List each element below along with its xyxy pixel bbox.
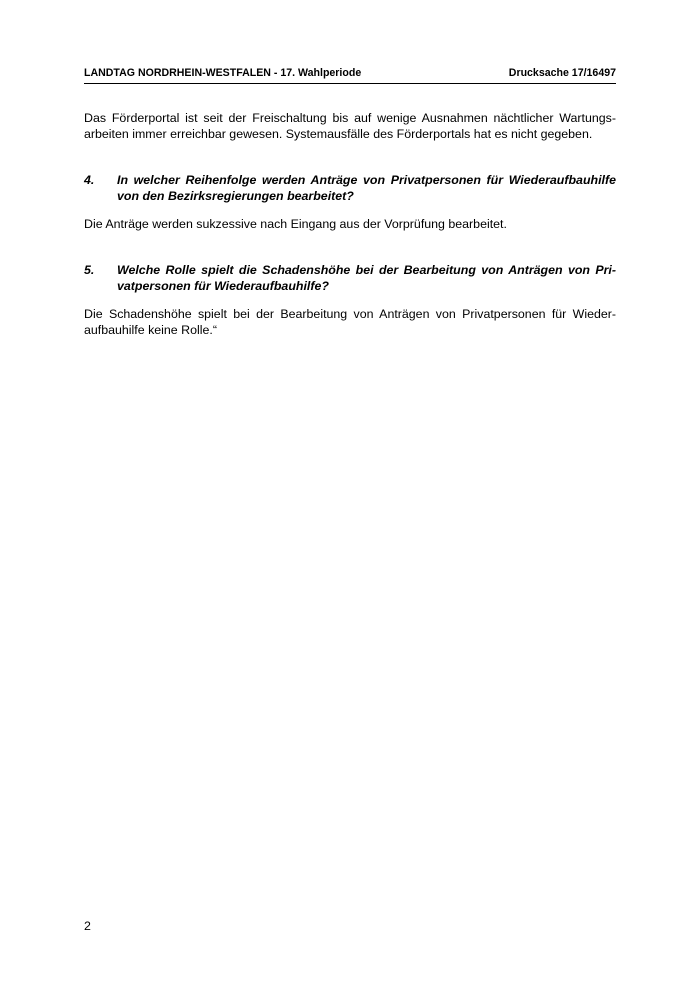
question-4-line-1: In welcher Reihenfolge werden Anträge von Privatpersonen für Wiederaufbauhilfe [117, 173, 616, 187]
answer-5-line-1: Die Schadenshöhe spielt bei der Bearbeitung von Anträgen von Privatpersonen für Wieder- [84, 307, 616, 321]
question-4-number: 4. [84, 173, 95, 187]
intro-paragraph-line-1: Das Förderportal ist seit der Freischaltung bis auf wenige Ausnahmen nächtlicher Wartungs- [84, 111, 616, 125]
header-parliament-title: LANDTAG NORDRHEIN-WESTFALEN - 17. Wahlperiode [84, 67, 362, 79]
page-header [84, 67, 616, 84]
answer-5-line-2: aufbauhilfe keine Rolle.“ [84, 323, 217, 337]
page-number: 2 [84, 919, 91, 933]
answer-4-line-1: Die Anträge werden sukzessive nach Eingang aus der Vorprüfung bearbeitet. [84, 217, 507, 231]
question-5-line-1: Welche Rolle spielt die Schadenshöhe bei der Bearbeitung von Anträgen von Pri- [117, 263, 616, 277]
question-5-line-2: vatpersonen für Wiederaufbauhilfe? [117, 279, 329, 293]
question-4-line-2: von den Bezirksregierungen bearbeitet? [117, 189, 354, 203]
question-5-number: 5. [84, 263, 95, 277]
header-document-number: Drucksache 17/16497 [508, 67, 616, 79]
intro-paragraph-line-2: arbeiten immer erreichbar gewesen. Systemausfälle des Förderportals hat es nicht gegeben. [84, 127, 593, 141]
